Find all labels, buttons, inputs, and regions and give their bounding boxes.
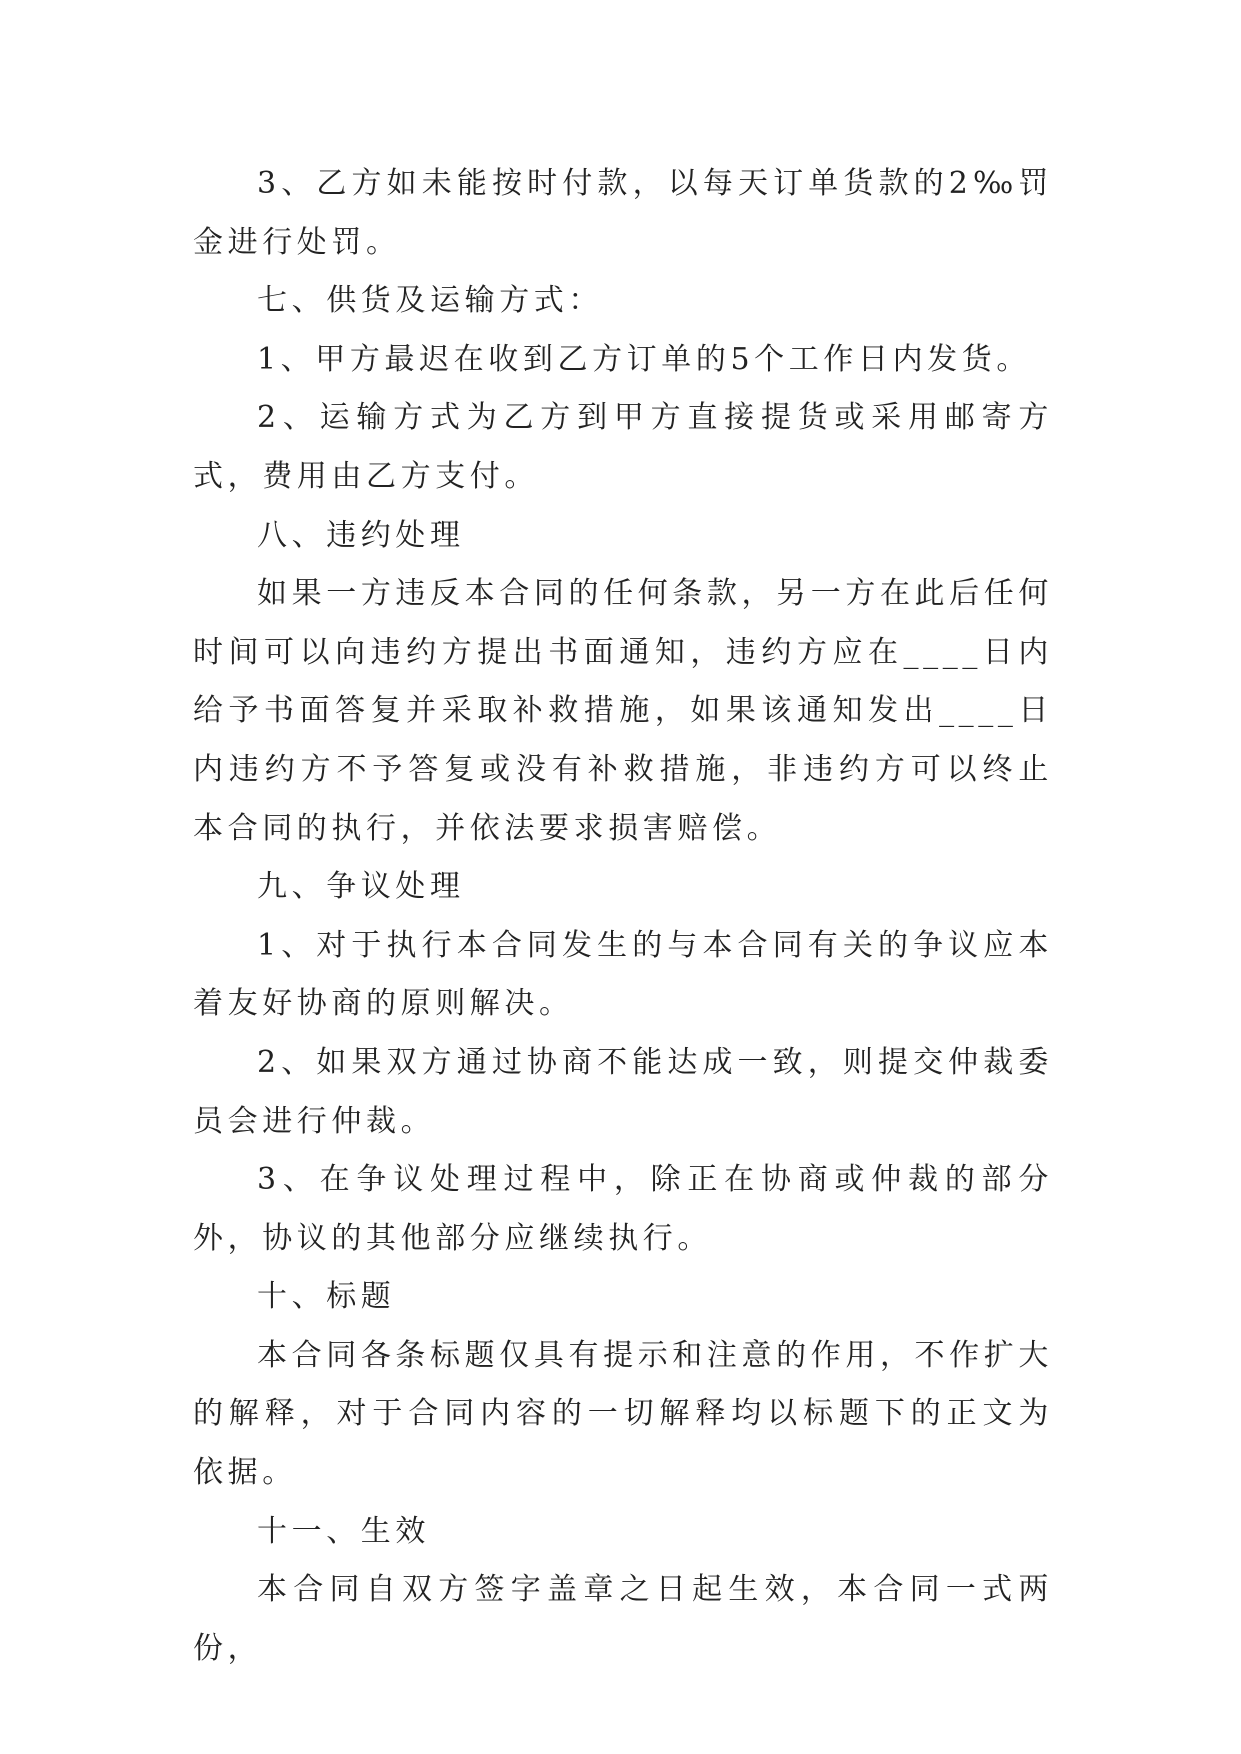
clause-breach-handling: 如果一方违反本合同的任何条款，另一方在此后任何时间可以向违约方提出书面通知，违约方应在____日内给予书面答复并采取补救措施，如果该通知发出____日内违约方不予答复或没有补救措施，非违约方可以终止本合同的执行，并依法要求损害赔偿。 — [193, 576, 1053, 846]
clause-dispute-arbitration: 2、如果双方通过协商不能达成一致，则提交仲裁委员会进行仲裁。 — [193, 1044, 1053, 1139]
clause-transport-method: 2、运输方式为乙方到甲方直接提货或采用邮寄方式，费用由乙方支付。 — [193, 400, 1053, 494]
clause-shipping-deadline: 1、甲方最迟在收到乙方订单的5个工作日内发货。 — [257, 341, 1031, 377]
clause-dispute-continued-execution: 3、在争议处理过程中，除正在协商或仲裁的部分外，协议的其他部分应继续执行。 — [193, 1162, 1053, 1256]
section-heading-titles: 十、标题 — [257, 1279, 396, 1315]
clause-titles-interpretation: 本合同各条标题仅具有提示和注意的作用，不作扩大的解释，对于合同内容的一切解释均以标题下的正文为依据。 — [193, 1337, 1053, 1491]
section-heading-dispute: 九、争议处理 — [257, 869, 465, 905]
document-body — [193, 155, 1053, 1678]
clause-dispute-negotiation: 1、对于执行本合同发生的与本合同有关的争议应本着友好协商的原则解决。 — [193, 927, 1053, 1022]
clause-effectiveness: 本合同自双方签字盖章之日起生效，本合同一式两份， — [193, 1572, 1053, 1666]
section-heading-supply-transport: 七、供货及运输方式： — [257, 283, 603, 319]
section-heading-breach: 八、违约处理 — [257, 517, 465, 553]
clause-late-payment-penalty: 3、乙方如未能按时付款，以每天订单货款的2‰罚金进行处罚。 — [193, 166, 1053, 260]
section-heading-effectiveness: 十一、生效 — [257, 1513, 430, 1549]
